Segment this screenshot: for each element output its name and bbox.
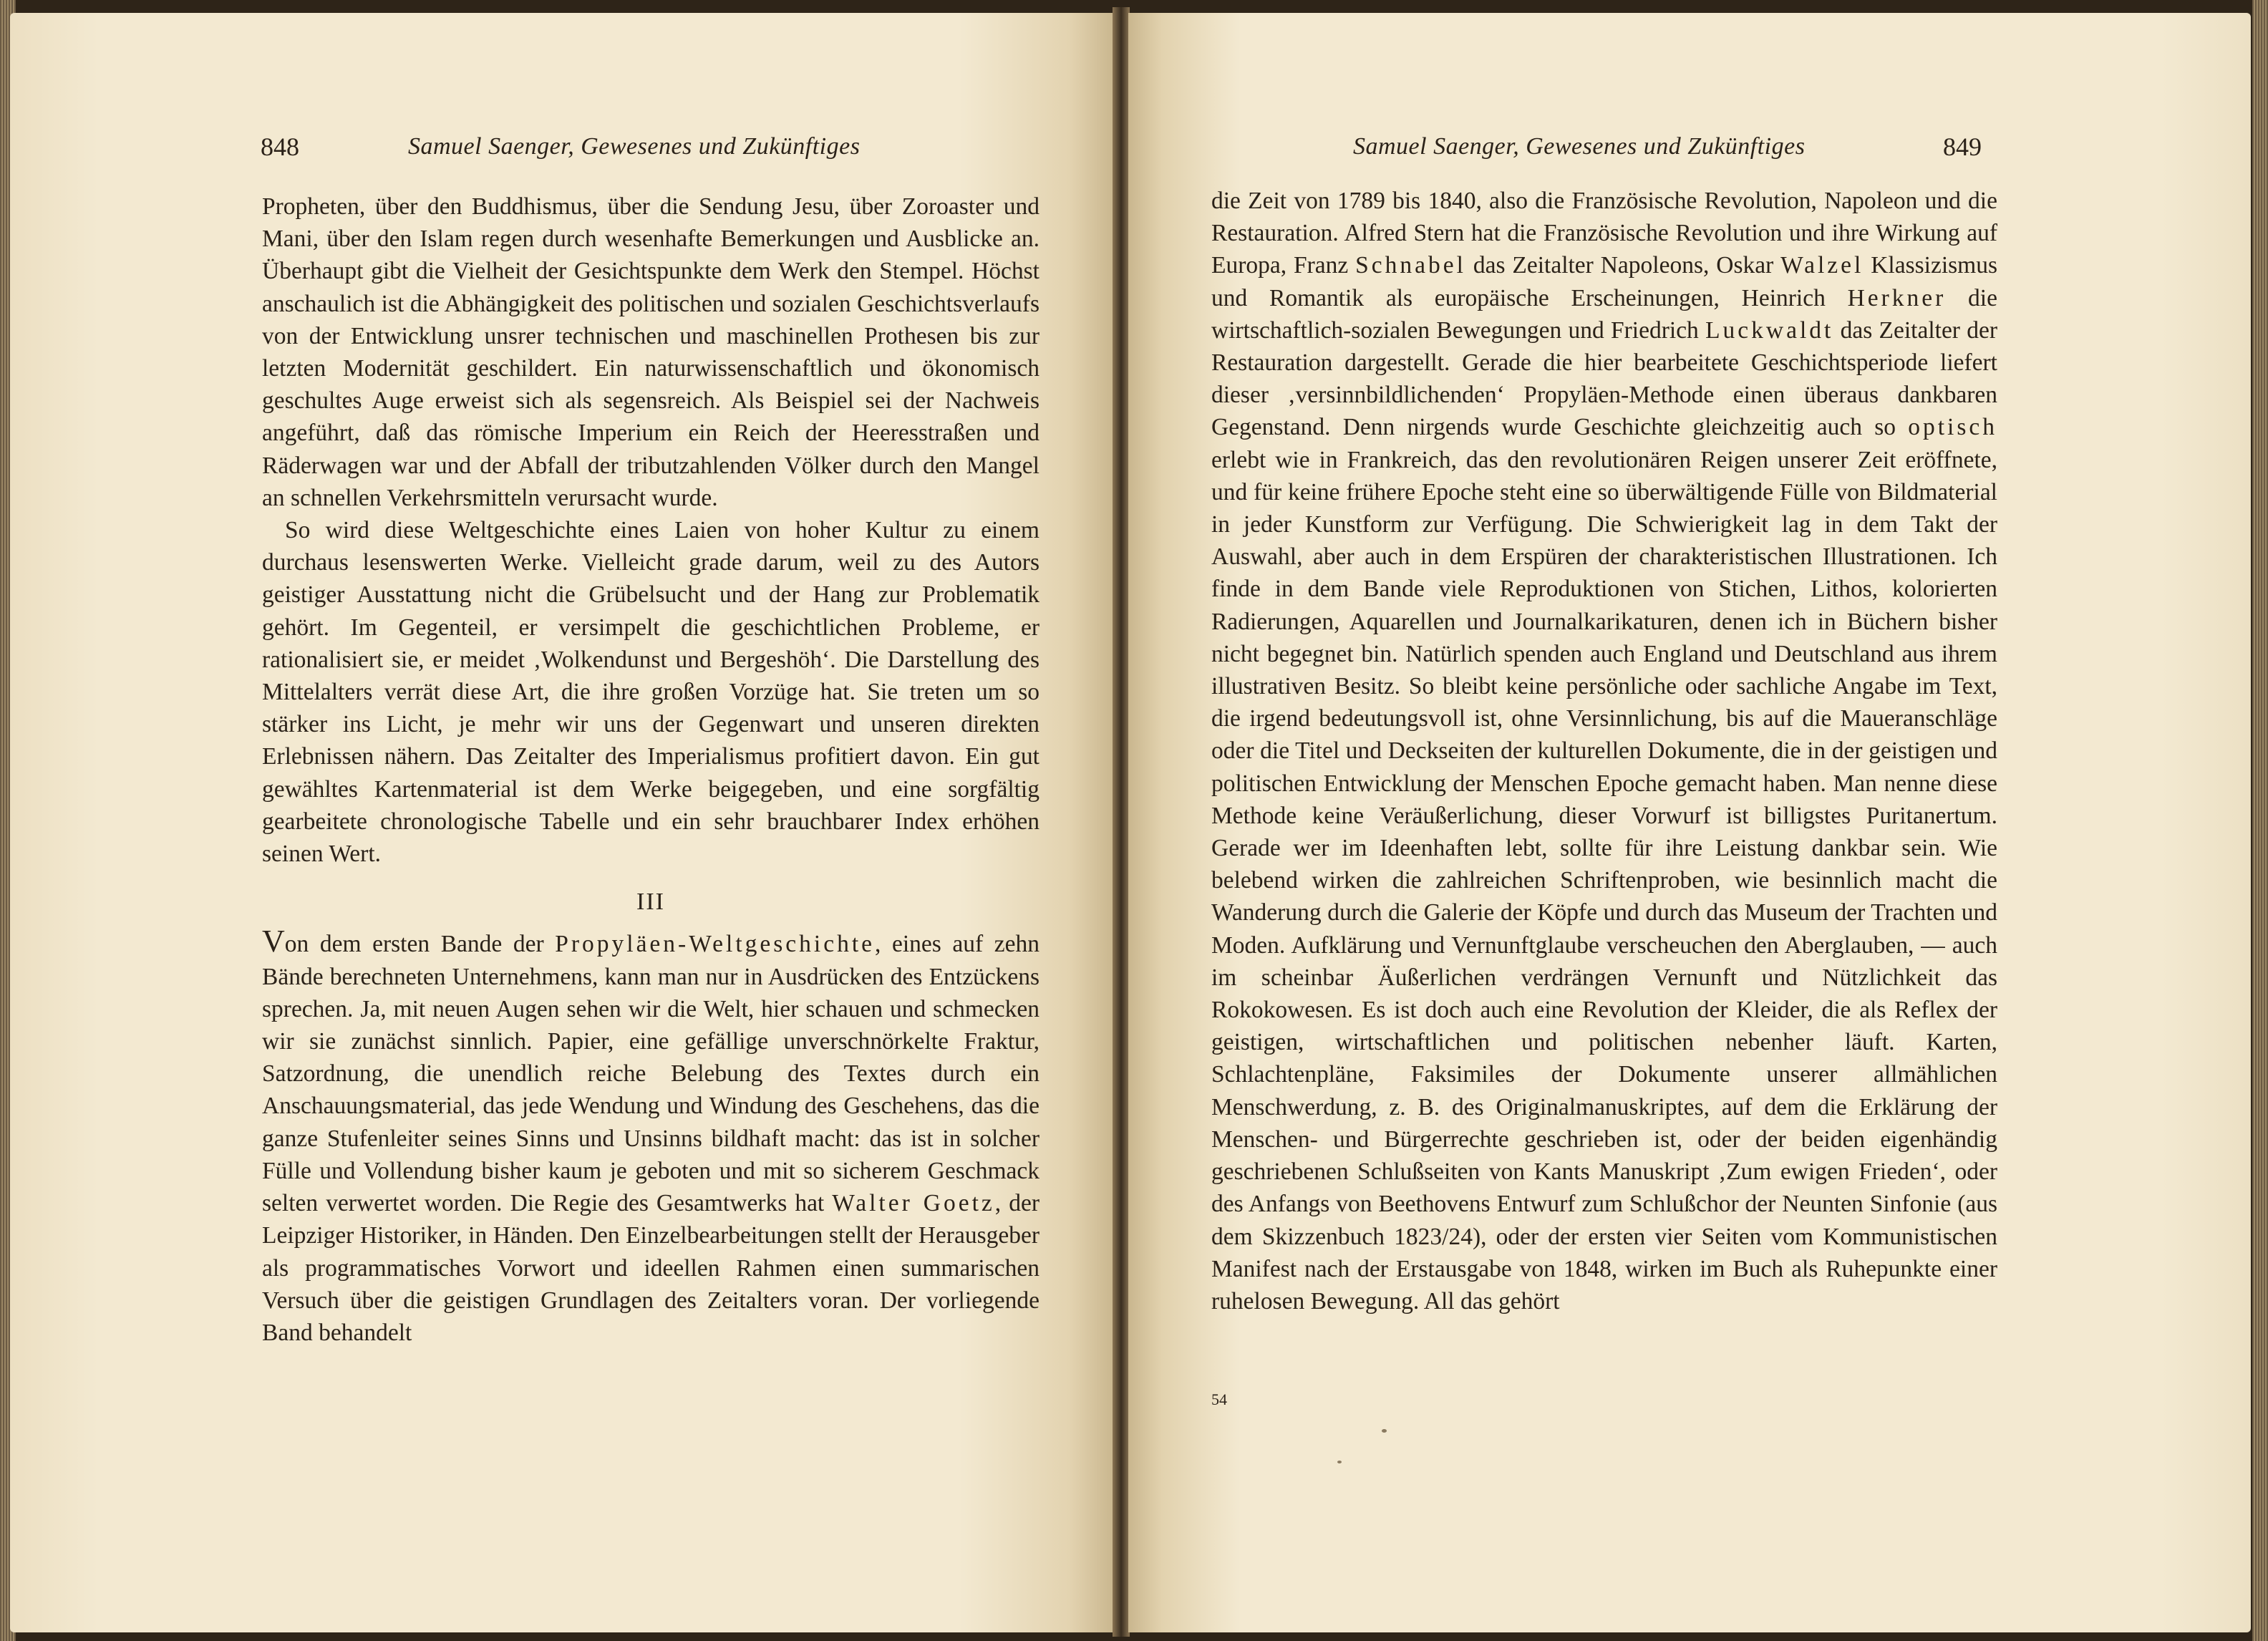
paper-speck bbox=[1337, 1461, 1342, 1463]
left-page bbox=[10, 13, 1114, 1632]
text-run: das Zeitalter Napoleons, Oskar bbox=[1465, 252, 1781, 279]
right-page-number: 849 bbox=[1943, 132, 1982, 161]
text-run: , eines auf zehn Bände berechneten Unternehmens, kann man nur in Ausdrücken des Entzückens sprechen. Ja, mit neuen Augen sehen wir die Welt, hier schauen und schmecken wir sie zunächst sinnlich. Papier, eine gefällige unverschnörkelte Fraktur, Satzordnung, die unendlich reiche Belebung des Textes durch ein Anschauungsmaterial, das jede Wendung und Windung des Geschehens, das die ganze Stufenleiter seines Sinns und Unsinns bildhaft macht: das ist in solcher Fülle und Vollendung bisher kaum je geboten und mit so sicherem Geschmack selten verwertet worden. Die Regie des Gesamtwerks hat bbox=[262, 931, 1040, 1217]
emphasis-spaced: Herkner bbox=[1847, 284, 1947, 311]
text-run: das Zeitalter der Restauration dargestellt. Gerade die hier bearbeitete Geschichtsperiode liefert dieser ‚versinnbildlichenden‘ Propyläen-Methode einen überaus dankbaren Gegenstand. Denn nirgends wurde Geschichte gleichzeitig auch so bbox=[1211, 316, 1997, 441]
right-paragraph bbox=[1211, 185, 1997, 1317]
section-heading: III bbox=[636, 889, 665, 916]
text-run: , der Leipziger Historiker, in Händen. Den Einzelbearbeitungen stellt der Herausgeber als programmatisches Vorwort und ideellen Rahmen einen summarischen Versuch über die geistigen Grundlagen des Zeitalters voran. Der vorliegende Band behandelt bbox=[262, 1190, 1040, 1346]
right-running-head: Samuel Saenger, Gewesenes und Zukünftiges bbox=[1353, 133, 1806, 160]
text-run: Klassizismus und Romantik als europäische Erscheinungen, Heinrich bbox=[1211, 252, 1998, 311]
emphasis-spaced: Walzel bbox=[1780, 252, 1864, 279]
emphasis-spaced: Luckwaldt bbox=[1705, 316, 1834, 344]
emphasis-spaced: optisch bbox=[1908, 414, 1997, 441]
left-running-head: Samuel Saenger, Gewesenes und Zukünftiges bbox=[408, 133, 861, 160]
left-body-text bbox=[262, 190, 1040, 1349]
right-book-edge bbox=[2252, 0, 2268, 1641]
right-body-text bbox=[1211, 185, 1997, 1317]
emphasis-spaced: Walter Goetz bbox=[832, 1190, 995, 1217]
signature-mark: 54 bbox=[1211, 1390, 1227, 1408]
text-run: die Zeit von 1789 bis 1840, also die Französische Revolution, Napoleon und die Restauration. Alfred Stern hat die Französische Revolution und ihre Wirkung auf Europa, Franz bbox=[1211, 188, 1997, 279]
paper-speck bbox=[1382, 1429, 1387, 1433]
left-paragraph-1: Propheten, über den Buddhismus, über die Sendung Jesu, über Zoroaster und Mani, über den Islam regen durch wesenhafte Bemerkungen und Ausblicke an. Überhaupt gibt die Vielheit der Gesichtspunkte dem Werk den Stempel. Höchst anschaulich ist die Abhängigkeit des politischen und sozialen Geschichtsverlaufs von der Entwicklung unsrer technischen und maschinellen Prothesen bis zur letzten Modernität geschildert. Ein naturwissenschaftlich und ökonomisch geschultes Auge erweist sich als segensreich. Als Beispiel sei der Nachweis angeführt, daß das römische Imperium ein Reich der Heeresstraßen und Räderwagen war und der Abfall der tributzahlenden Völker durch den Mangel an schnellen Verkehrsmitteln verursacht wurde. bbox=[262, 193, 1040, 511]
book-gutter bbox=[1113, 7, 1130, 1637]
text-run: erlebt wie in Frankreich, das den revolutionären Reigen unserer Zeit eröffnete, und für keine frühere Epoche steht eine so überwältigende Fülle von Bildmaterial in jeder Kunstform zur Verfügung. Die Schwierigkeit lag in dem Takt der Auswahl, aber auch in dem Erspüren der charakteristischen Illustrationen. Ich finde in dem Bande viele Reproduktionen von Stichen, Lithos, kolorierten Radierungen, Aquarellen und Journalkarikaturen, denen ich in Büchern bisher nicht begegnet bin. Natürlich spenden auch England und Deutschland aus ihrem illustrativen Besitz. So bleibt keine persönliche oder sachliche Angabe im Text, die irgend bedeutungsvoll ist, ohne Versinnlichung, bis auf die Maueranschläge oder die Titel und Deckseiten der kulturellen Dokumente, die in der geistigen und politischen Entwicklung der Menschen Epoche gemacht haben. Man nenne diese Methode keine Veräußerlichung, dieser Vorwurf ist billigstes Puritanertum. Gerade wer im Ideenhaften lebt, sollte für ihre Leistung dankbar sein. Wie belebend wirken die zahlreichen Schriftenproben, wie besinnlich macht die Wanderung durch die Galerie der Köpfe und durch das Museum der Trachten und Moden. Aufklärung und Vernunftglaube verscheuchen den Aberglauben, — auch im scheinbar Äußerlichen verdrängen Vernunft und Nützlichkeit das Rokokowesen. Es ist doch auch eine Revolution der Kleider, die als Reflex der geistigen, wirtschaftlichen und politischen nebenher läuft. Karten, Schlachtenpläne, Faksimiles der Dokumente unserer allmählichen Menschwerdung, z. B. des Originalmanuskriptes, auf dem die Erklärung der Menschen- und Bürgerrechte geschrieben ist, oder der beiden eigenhändig geschriebenen Schlußseiten von Kants Manuskript ‚Zum ewigen Frieden‘, oder des Anfangs von Beethovens Entwurf zum Schlußchor der Neunten Sinfonie (aus dem Skizzenbuch 1823/24), oder der ersten vier Seiten vom Kommunistischen Manifest nach der Erstausgabe von 1848, wirken im Buch als Ruhepunkte einer ruhelosen Bewegung. All das gehört bbox=[1211, 446, 1997, 1315]
left-page-number: 848 bbox=[261, 132, 299, 161]
text-run: die wirtschaftlich-sozialen Bewegungen und Friedrich bbox=[1211, 284, 1997, 344]
section-paragraph bbox=[262, 924, 1040, 1349]
left-paragraph-2: So wird diese Weltgeschichte eines Laien von hoher Kultur zu einem durchaus lesenswerten Werke. Vielleicht grade darum, weil zu des Autors geistiger Ausstattung nicht die Grübelsucht und der Hang zur Problematik gehört. Im Gegenteil, er versimpelt die geschichtlichen Probleme, er rationalisiert sie, er meidet ‚Wolkendunst und Bergeshöh‘. Die Darstellung des Mittelalters verrät diese Art, die ihre großen Vorzüge hat. Sie treten um so stärker ins Licht, je mehr wir uns der Gegenwart und unseren direkten Erlebnissen nähern. Das Zeitalter des Imperialismus profitiert davon. Ein gut gewähltes Kartenmaterial ist dem Werke beigegeben, und eine sorgfältig gearbeitete chronologische Tabelle und ein sehr brauchbarer Index erhöhen seinen Wert. bbox=[262, 517, 1040, 868]
text-run: on dem ersten Bande der bbox=[284, 931, 556, 958]
right-page bbox=[1128, 13, 2251, 1632]
emphasis-spaced: Propyläen-Weltgeschichte bbox=[555, 931, 876, 958]
emphasis-spaced: Schnabel bbox=[1355, 252, 1466, 279]
drop-cap: V bbox=[262, 924, 285, 959]
